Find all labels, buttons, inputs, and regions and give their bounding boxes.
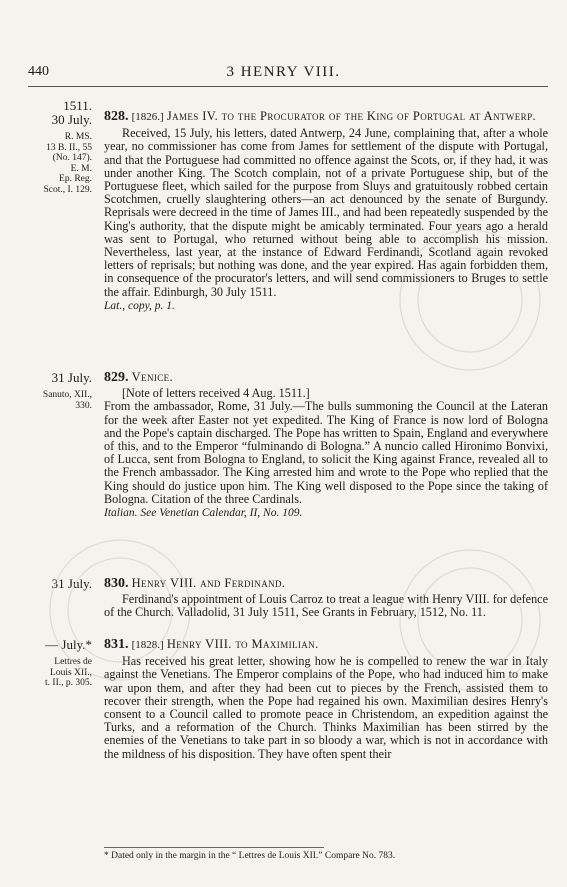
entry-heading: Venice. (131, 370, 174, 384)
page-number: 440 (28, 64, 49, 79)
entry-number: 830. (104, 576, 129, 591)
calendar-ref: [1826.] (131, 111, 164, 123)
margin-date: 31 July. (51, 576, 92, 591)
margin-source: Lettres de Louis XII., t. II., p. 305. (45, 657, 92, 689)
entry-body-829 (104, 371, 548, 520)
entry-margin-828 (28, 99, 92, 196)
entry-paragraph: [Note of letters received 4 Aug. 1511.] (122, 386, 310, 401)
entry-note: Lat., copy, p. 1. (104, 299, 175, 312)
margin-source: Sanuto, XII., 330. (42, 390, 92, 411)
running-title: 3 HENRY VIII. (226, 64, 341, 80)
entry-number: 829. (104, 370, 129, 385)
entry-margin-829 (28, 371, 92, 411)
entry-title (104, 110, 548, 124)
entry-note: Italian. See Venetian Calendar, II, No. 109. (104, 507, 303, 520)
header-rule (28, 86, 548, 87)
entry-body-830 (104, 577, 548, 620)
entry-title (104, 577, 548, 590)
calendar-ref: [1828.] (131, 639, 164, 651)
entry-paragraph: Received, 15 July, his letters, dated Antwerp, 24 June, complaining that, after a whole year, no commissioner has come from James for settlement of the dispute with Portugal, and that the Portuguese had committed no offence against the Scots, or, if they had, it was under another King. The Scotch complain, not of a private Portuguese ship, but of the Portuguese fleet, which sailed for the purpose from Sluys and gratuitously robbed certain Scotchmen, cruelly slaughtering others—an act denounced by the senate of Burgundy. Reprisals were decreed in the time of James III., and had been repeatedly suspended by the King's authority, that the dispute might be amicably terminated. Four years ago a herald was sent to Portugal, who returned without being able to accomplish his mission. Nevertheless, last year, at the instance of Edward Ferdinandi, Scotland again revoked letters of reprisals; but nothing was done, and the year expired. Has again forbidden them, in consequence of the procurator's letters, and will send commissioners to Bruges to settle the affair. Edinburgh, 30 July 1511. (104, 126, 548, 299)
entry-body-828 (104, 110, 548, 313)
entry-title (104, 371, 548, 384)
entry-margin-831 (28, 638, 92, 689)
footnote: * Dated only in the margin in the “ Lettres de Louis XII.” Compare No. 783. (104, 851, 396, 861)
page-header (0, 64, 567, 84)
entry-paragraph: From the ambassador, Rome, 31 July.—The bulls summoning the Council at the Lateran for the week after Easter not yet expedited. The King of France is now lord of Bologna and the Pope's captain discharged. The Pope has written to Spain, England and everywhere of this, and to the Emperor “fulminando di Bologna.” A nuncio called Hironimo Bonvixi, of Lucca, sent from Bologna to England, to solicit the King against France, revealed all to the French ambassador. The King arrested him and wrote to the Pope who replied that the King should do justice upon him. The King well disposed to the Pope since the taking of Bologna. Citation of the three Cardinals. (104, 399, 548, 506)
entry-body-831 (104, 638, 548, 761)
entry-heading: Henry VIII. to Maximilian. (166, 637, 319, 651)
margin-date: 30 July. (51, 112, 92, 127)
entry-number: 831. (104, 637, 129, 652)
entry-paragraph: Ferdinand's appointment of Louis Carroz to treat a league with Henry VIII. for defence of the Church. Valladolid, 31 July 1511, See Grants in February, 1512, No. 11. (104, 592, 548, 620)
entry-heading: Henry VIII. and Ferdinand. (131, 576, 286, 590)
entry-margin-830 (28, 577, 92, 591)
margin-source: R. MS. 13 B. II., 55 (No. 147). E. M. Ep. Reg. Scot., I. 129. (43, 132, 92, 195)
margin-date: — July.* (45, 637, 92, 652)
entry-paragraph: Has received his great letter, showing how he is compelled to renew the war in Italy against the Venetians. The Emperor complains of the Pope, who had induced him to make war upon them, and after they had been cut to pieces by the French, assisted them to recover their strength, when the Pope had regained his own. Maximilian desires Henry's consent to a Council called to promote peace in Christendom, an expedition against the Turks, and a reformation of the Church. Thinks Maximilian has been stirred by the enemies of the Venetians to take part in so bloody a war, which is not in accordance with the mildness of his disposition. They have often spent their (104, 654, 548, 761)
entry-heading: James IV. to the Procurator of the King of Portugal at Antwerp. (166, 109, 536, 123)
margin-date: 31 July. (51, 370, 92, 385)
entry-number: 828. (104, 109, 129, 124)
entry-title (104, 638, 548, 652)
footnote-rule (104, 847, 324, 848)
margin-year: 1511. (63, 98, 92, 113)
